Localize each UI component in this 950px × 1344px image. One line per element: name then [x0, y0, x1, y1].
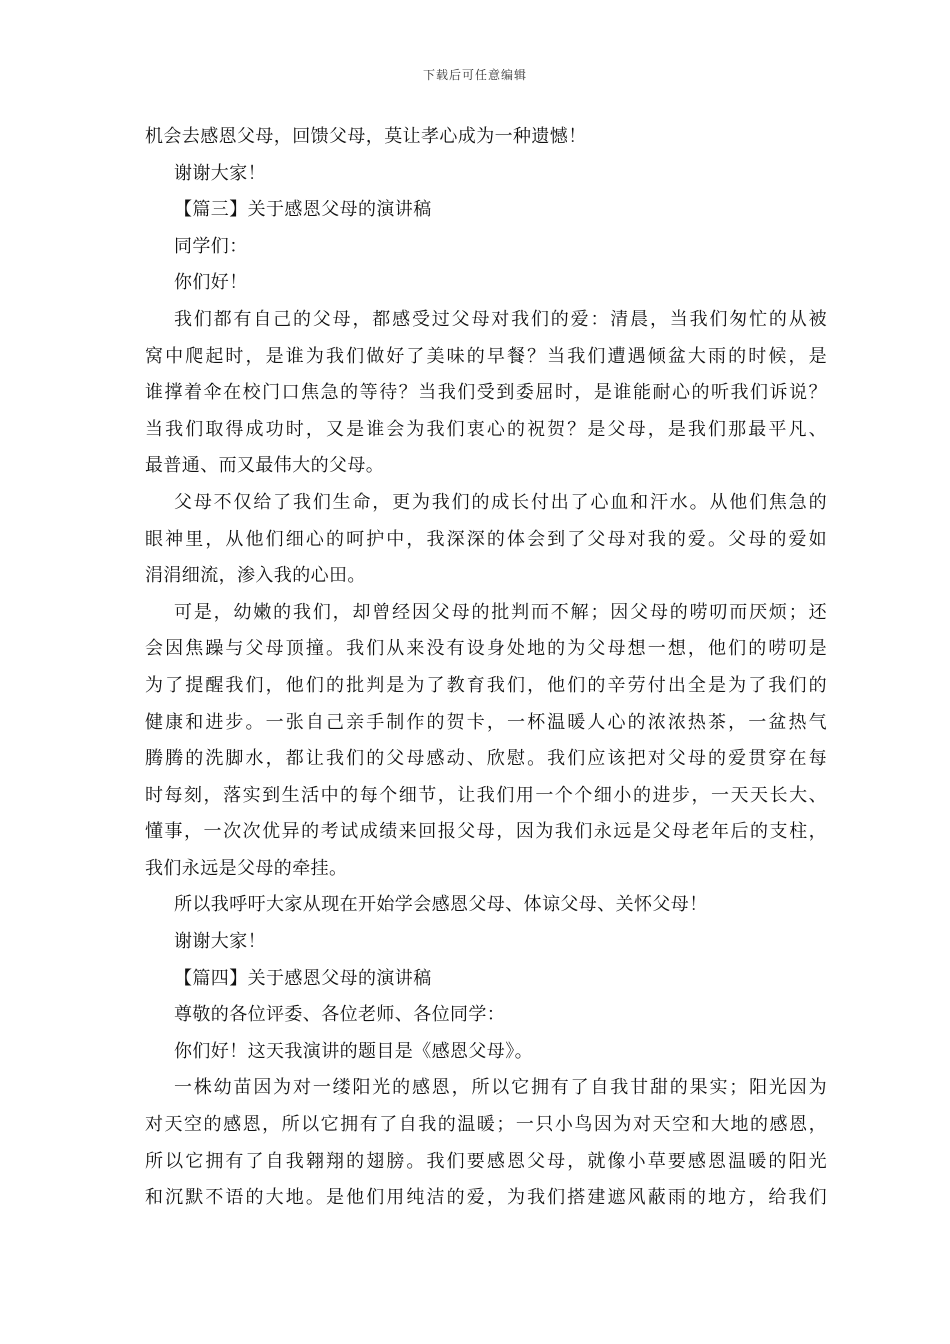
text-line: 你们好！ [174, 272, 248, 294]
text-line: 腾腾的洗脚水，都让我们的父母感动、欣慰。我们应该把对父母的爱贯穿在每 [145, 748, 827, 770]
document-body [145, 119, 827, 1217]
text-line: 所以它拥有了自我翱翔的翅膀。我们要感恩父母，就像小草要感恩温暖的阳光 [145, 1150, 827, 1172]
text-line: 和沉默不语的大地。是他们用纯洁的爱，为我们搭建遮风蔽雨的地方，给我们 [145, 1187, 827, 1209]
text-line: 我们都有自己的父母，都感受过父母对我们的爱：清晨，当我们匆忙的从被 [174, 308, 827, 330]
text-line: 一株幼苗因为对一缕阳光的感恩，所以它拥有了自我甘甜的果实；阳光因为 [174, 1077, 827, 1099]
text-line: 【篇四】关于感恩父母的演讲稿 [174, 967, 432, 989]
text-line: 涓涓细流，渗入我的心田。 [145, 565, 366, 587]
text-line: 健康和进步。一张自己亲手制作的贺卡，一杯温暖人心的浓浓热茶，一盆热气 [145, 711, 827, 733]
text-line: 谢谢大家！ [174, 162, 266, 184]
text-line: 谁撑着伞在校门口焦急的等待？当我们受到委屈时，是谁能耐心的听我们诉说？ [145, 382, 827, 404]
text-line: 当我们取得成功时，又是谁会为我们衷心的祝贺？是父母，是我们那最平凡、 [145, 418, 827, 440]
text-line: 窝中爬起时，是谁为我们做好了美味的早餐？当我们遭遇倾盆大雨的时候，是 [145, 345, 827, 367]
text-line: 最普通、而又最伟大的父母。 [145, 455, 385, 477]
text-line: 懂事，一次次优异的考试成绩来回报父母，因为我们永远是父母老年后的支柱， [145, 821, 827, 843]
text-line: 眼神里，从他们细心的呵护中，我深深的体会到了父母对我的爱。父母的爱如 [145, 528, 827, 550]
text-line: 【篇三】关于感恩父母的演讲稿 [174, 199, 432, 221]
text-line: 对天空的感恩，所以它拥有了自我的温暖；一只小鸟因为对天空和大地的感恩， [145, 1114, 827, 1136]
text-line: 谢谢大家！ [174, 931, 266, 953]
text-line: 同学们： [174, 235, 248, 257]
text-line: 尊敬的各位评委、各位老师、各位同学： [174, 1004, 506, 1026]
text-line: 你们好！这天我演讲的题目是《感恩父母》。 [174, 1040, 533, 1062]
text-line: 所以我呼吁大家从现在开始学会感恩父母、体谅父母、关怀父母！ [174, 894, 708, 916]
page-header-note: 下载后可任意编辑 [422, 68, 527, 82]
text-line: 我们永远是父母的牵挂。 [145, 857, 348, 879]
text-line: 机会去感恩父母，回馈父母，莫让孝心成为一种遗憾！ [145, 126, 587, 147]
text-line: 会因焦躁与父母顶撞。我们从来没有设身处地的为父母想一想，他们的唠叨是 [145, 638, 827, 660]
text-line: 可是，幼嫩的我们，却曾经因父母的批判而不解；因父母的唠叨而厌烦；还 [174, 601, 827, 623]
text-line: 父母不仅给了我们生命，更为我们的成长付出了心血和汗水。从他们焦急的 [174, 491, 827, 513]
text-line: 为了提醒我们，他们的批判是为了教育我们，他们的辛劳付出全是为了我们的 [145, 674, 827, 696]
text-line: 时每刻，落实到生活中的每个细节，让我们用一个个细小的进步，一天天长大、 [145, 784, 827, 806]
